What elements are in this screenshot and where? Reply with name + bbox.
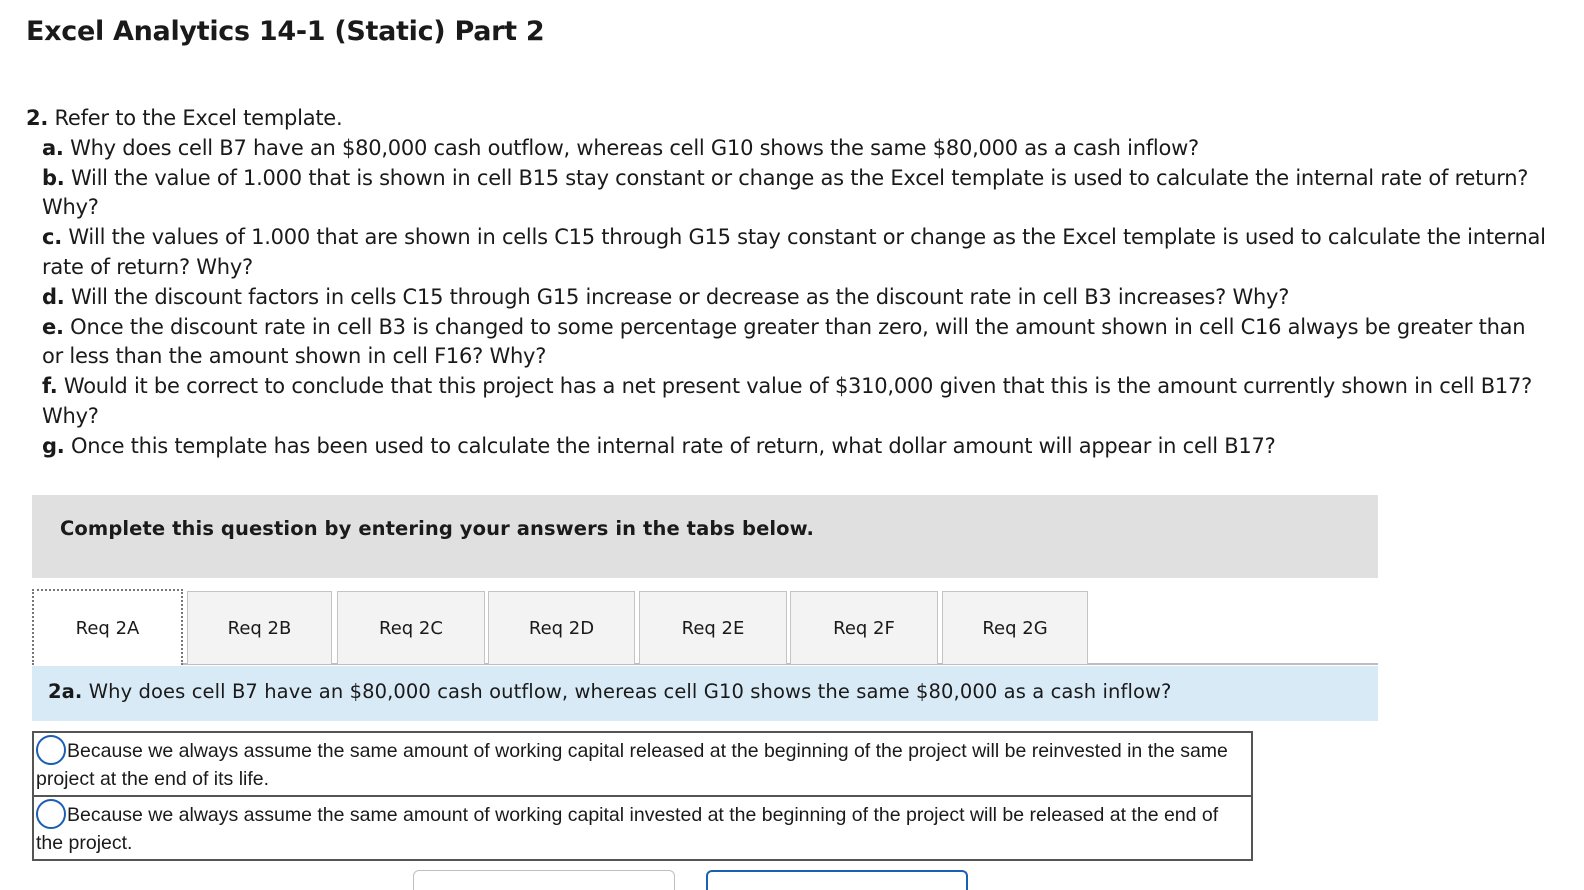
question-part-d: [26, 283, 1551, 313]
tab-req-2g[interactable]: Req 2G: [942, 591, 1088, 664]
part-text: Once this template has been used to calculate the internal rate of return, what dollar amount will appear in cell B17?: [70, 433, 1276, 458]
question-intro-text: Refer to the Excel template.: [54, 106, 343, 130]
part-letter: g.: [42, 433, 65, 458]
tab-req-2c[interactable]: Req 2C: [337, 591, 485, 664]
choice-text: Because we always assume the same amount of working capital released at the beginning of the project will be reinvested in the same project at the end of its life.: [36, 740, 1228, 790]
part-letter: a.: [42, 135, 64, 160]
question-part-e: [26, 313, 1551, 373]
part-letter: f.: [42, 374, 58, 399]
part-text: Will the value of 1.000 that is shown in cell B15 stay constant or change as the Excel template is used to calculate the internal rate of return? Why?: [42, 165, 1529, 220]
tab-req-2e[interactable]: Req 2E: [639, 591, 787, 664]
part-text: Once the discount rate in cell B3 is changed to some percentage greater than zero, will the amount shown in cell C16 always be greater than or less than the amount shown in cell F16? Why?: [42, 314, 1526, 369]
tab-req-2a[interactable]: Req 2A: [32, 589, 183, 665]
question-part-f: [26, 372, 1551, 432]
part-letter: b.: [42, 165, 65, 190]
question-part-c: [26, 223, 1551, 283]
part-letter: d.: [42, 284, 65, 309]
tab-req-2d[interactable]: Req 2D: [488, 591, 635, 664]
part-letter: e.: [42, 314, 64, 339]
answer-choices: [32, 731, 1253, 861]
instructions-banner: [32, 495, 1378, 578]
prompt-text: Why does cell B7 have an $80,000 cash outflow, whereas cell G10 shows the same $80,000 as a cash inflow?: [88, 680, 1172, 703]
question-part-a: [26, 134, 1551, 164]
question-part-b: [26, 164, 1551, 224]
part-text: Why does cell B7 have an $80,000 cash outflow, whereas cell G10 shows the same $80,000 as a cash inflow?: [70, 135, 1199, 160]
page-title: Excel Analytics 14-1 (Static) Part 2: [26, 16, 545, 47]
tab-req-2f[interactable]: Req 2F: [790, 591, 938, 664]
choice-text: Because we always assume the same amount of working capital invested at the beginning of the project will be released at the end of the project.: [36, 804, 1219, 854]
part-text: Would it be correct to conclude that this project has a net present value of $310,000 given that this is the amount currently shown in cell B17? Why?: [42, 374, 1533, 428]
question-block: [26, 104, 1551, 462]
requirement-tabs: [32, 589, 1378, 665]
instructions-text: Complete this question by entering your answers in the tabs below.: [60, 517, 815, 540]
part-letter: c.: [42, 225, 62, 250]
requirement-prompt: [32, 666, 1378, 721]
answer-choice-1[interactable]: [34, 733, 1251, 795]
question-number: 2.: [26, 106, 49, 130]
prev-button[interactable]: [413, 870, 675, 890]
tab-req-2b[interactable]: Req 2B: [187, 591, 332, 664]
part-text: Will the discount factors in cells C15 through G15 increase or decrease as the discount rate in cell B3 increases? Why?: [70, 284, 1290, 309]
radio-button-icon[interactable]: [36, 799, 66, 829]
radio-button-icon[interactable]: [36, 735, 66, 765]
answer-choice-2[interactable]: [34, 795, 1251, 859]
prompt-label: 2a.: [48, 680, 83, 703]
question-part-g: [26, 432, 1551, 462]
part-text: Will the values of 1.000 that are shown in cells C15 through G15 stay constant or change as the Excel template is used to calculate the internal rate of return? Why?: [42, 225, 1546, 279]
next-button[interactable]: [706, 870, 968, 890]
question-intro: [26, 104, 1551, 134]
